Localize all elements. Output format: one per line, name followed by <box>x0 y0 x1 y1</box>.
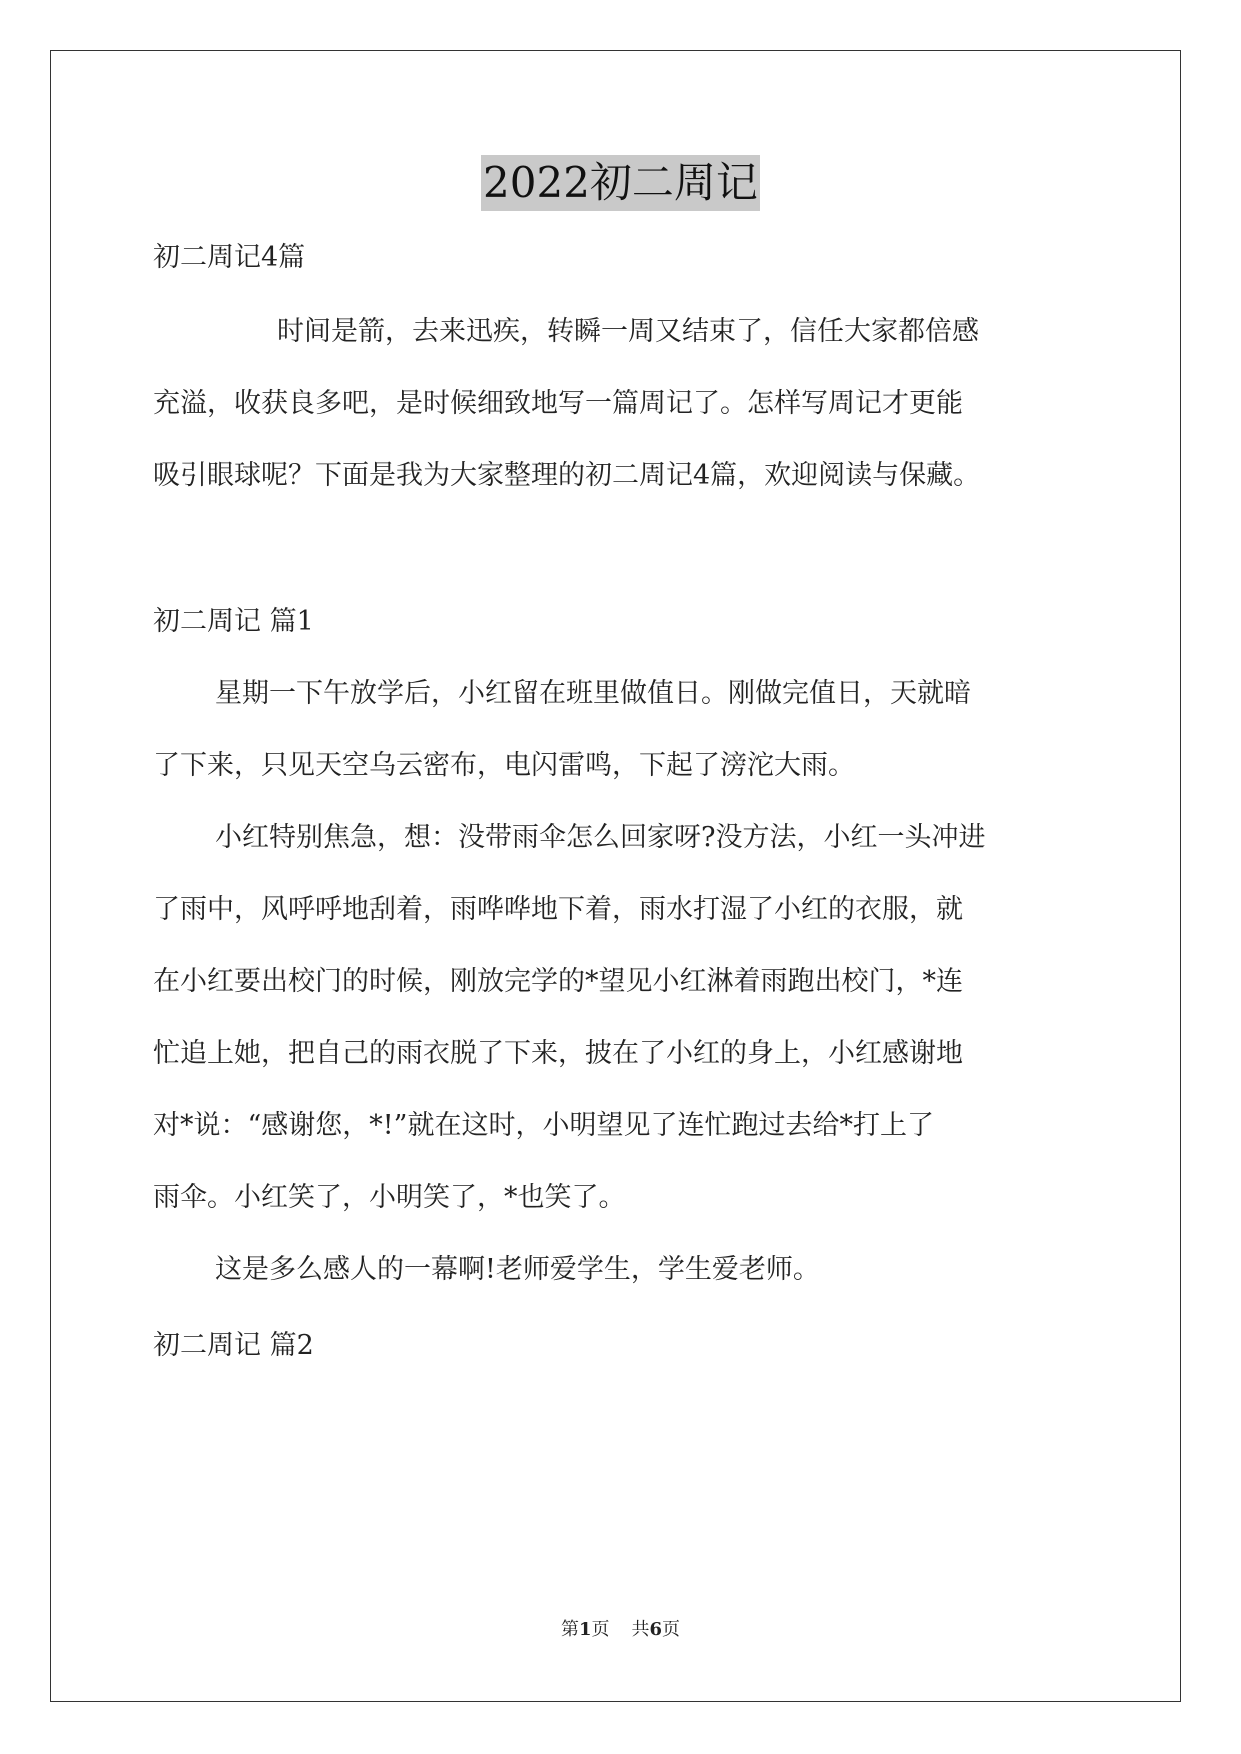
intro-paragraph-line-2: 充溢，收获良多吧，是时候细致地写一篇周记了。怎样写周记才更能 <box>153 388 963 419</box>
page-border <box>50 50 1181 1702</box>
intro-heading: 初二周记4篇 <box>153 242 306 273</box>
section-1-paragraph-2-line-2: 了雨中，风呼呼地刮着，雨哗哗地下着，雨水打湿了小红的衣服，就 <box>153 894 963 925</box>
section-1-paragraph-1-line-2: 了下来，只见天空乌云密布，电闪雷鸣，下起了滂沱大雨。 <box>153 750 855 781</box>
section-1-paragraph-2-line-4: 忙追上她，把自己的雨衣脱了下来，披在了小红的身上，小红感谢地 <box>153 1038 963 1069</box>
section-1-paragraph-3-line-1: 这是多么感人的一幕啊!老师爱学生，学生爱老师。 <box>215 1254 820 1285</box>
section-1-paragraph-2-line-1: 小红特别焦急，想：没带雨伞怎么回家呀?没方法，小红一头冲进 <box>215 822 986 853</box>
footer-page-unit: 页 <box>591 1619 610 1640</box>
footer-total-pages: 6 <box>649 1619 663 1640</box>
section-1-paragraph-1-line-1: 星期一下午放学后，小红留在班里做值日。刚做完值日，天就暗 <box>215 678 971 709</box>
section-heading-1: 初二周记 篇1 <box>153 606 314 637</box>
footer-total-prefix: 共 <box>631 1619 650 1640</box>
title-container <box>0 155 1241 211</box>
intro-paragraph-line-3: 吸引眼球呢？下面是我为大家整理的初二周记4篇，欢迎阅读与保藏。 <box>153 460 981 491</box>
section-1-paragraph-2-line-6: 雨伞。小红笑了，小明笑了，*也笑了。 <box>153 1182 626 1213</box>
document-title: 2022初二周记 <box>481 155 760 211</box>
page-footer <box>0 1618 1241 1642</box>
section-heading-2: 初二周记 篇2 <box>153 1330 314 1361</box>
footer-prefix: 第 <box>560 1619 579 1640</box>
intro-paragraph-line-1: 时间是箭，去来迅疾，转瞬一周又结束了，信任大家都倍感 <box>277 316 979 347</box>
section-1-paragraph-2-line-5: 对*说：“感谢您，*!”就在这时，小明望见了连忙跑过去给*打上了 <box>153 1110 934 1141</box>
footer-total-unit: 页 <box>662 1619 681 1640</box>
footer-current-page: 1 <box>578 1619 592 1640</box>
section-1-paragraph-2-line-3: 在小红要出校门的时候，刚放完学的*望见小红淋着雨跑出校门，*连 <box>153 966 963 997</box>
